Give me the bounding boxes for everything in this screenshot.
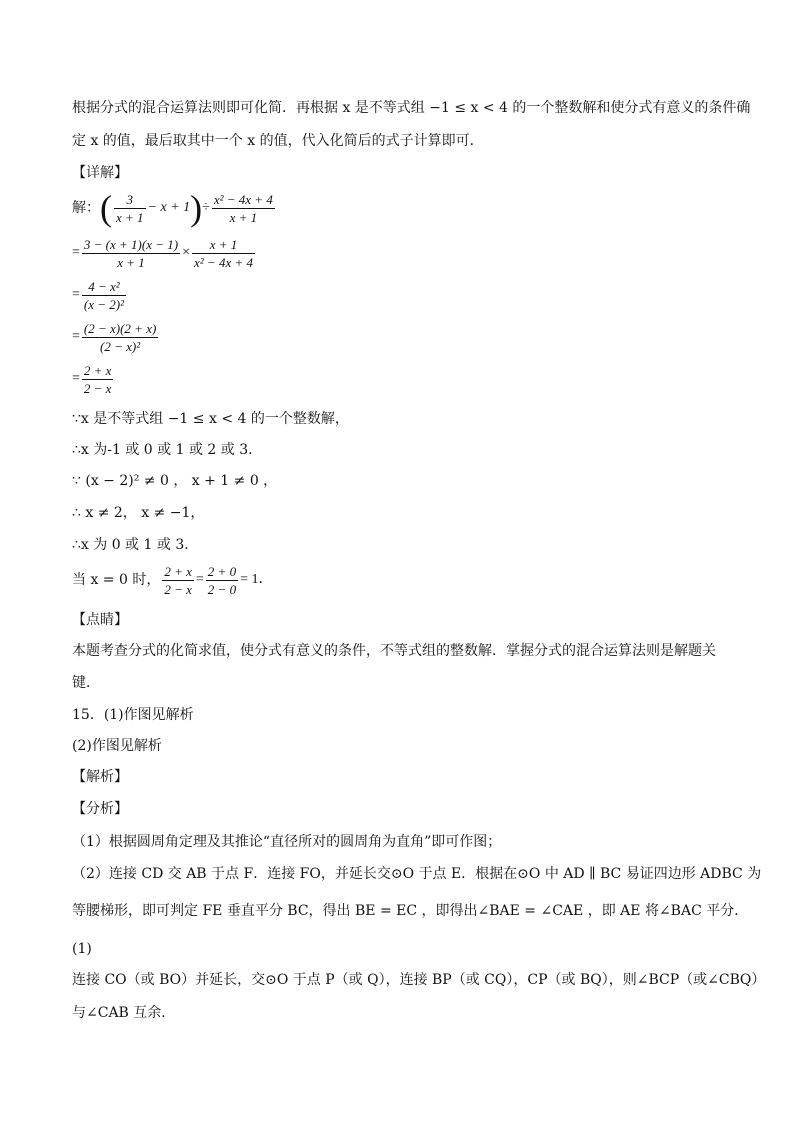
numerator: 4 − x² [82, 278, 126, 296]
comment-heading: 【点睛】 [72, 612, 128, 628]
solution-step-0 [72, 190, 277, 226]
analysis-line-1: 根据分式的混合运算法则即可化简．再根据 x 是不等式组 −1 ≤ x < 4 的一个整数解和使分式有意义的条件确 [72, 100, 751, 116]
q15-sub-1-label: (1) [72, 941, 92, 957]
q15-sub-1-line-2: 与∠CAB 互余． [72, 1005, 176, 1021]
detail-heading: 【详解】 [72, 165, 128, 181]
q15-answer-2: (2)作图见解析 [72, 738, 162, 754]
fraction [82, 362, 114, 397]
fraction [82, 320, 158, 355]
denominator: x + 1 [117, 255, 145, 270]
q15-answer-1: 15．(1)作图见解析 [72, 707, 194, 723]
q15-analysis-heading: 【解析】 [72, 769, 128, 785]
solution-step-1 [72, 236, 257, 271]
reasoning-line-4: ∴ x ≠ 2， x ≠ −1， [72, 505, 205, 521]
analysis-line-2: 定 x 的值，最后取其中一个 x 的值，代入化简后的式子计算即可． [72, 133, 484, 149]
q15-analysis-p3: 等腰梯形，即可判定 FE 垂直平分 BC，得出 BE = EC ，即得出∠BAE = ∠CAE ，即 AE 将∠BAC 平分． [72, 903, 749, 919]
denominator: 2 − x [164, 582, 192, 597]
equals-sign: = [72, 245, 80, 261]
fraction [82, 236, 180, 271]
evaluation-prefix: 当 x = 0 时， [72, 572, 161, 589]
left-paren: ( [100, 188, 112, 228]
numerator: 3 − (x + 1)(x − 1) [83, 237, 179, 252]
equals-sign: = [195, 572, 204, 588]
fraction [212, 191, 275, 226]
numerator: 2 + x [164, 564, 192, 579]
comment-line-2: 键． [72, 675, 100, 691]
denominator: x + 1 [229, 209, 258, 225]
solution-step-3 [72, 320, 160, 355]
numerator: x + 1 [192, 236, 255, 254]
numerator: (2 − x)(2 + x) [83, 321, 157, 336]
solution-step-4 [72, 362, 115, 397]
q15-analysis-p1: （1）根据圆周角定理及其推论“直径所对的圆周角为直角”即可作图； [72, 834, 502, 850]
numerator: x² − 4x + 4 [213, 191, 273, 207]
expression-term: − x + 1 [147, 199, 191, 215]
fraction [192, 236, 255, 271]
q15-sub-1-line-1: 连接 CO（或 BO）并延长，交⊙O 于点 P（或 Q），连接 BP（或 CQ），CP（或 BQ），则∠BCP（或∠CBQ） [72, 972, 766, 988]
denominator: (2 − x)² [100, 339, 141, 354]
denominator: (x − 2)² [83, 297, 125, 312]
reasoning-line-6 [72, 563, 272, 598]
numerator: 2 + x [83, 363, 112, 378]
right-paren: ) [190, 188, 203, 228]
comment-line-1: 本题考查分式的化简求值，使分式有意义的条件，不等式组的整数解．掌握分式的混合运算法则是解题关 [72, 643, 716, 659]
reasoning-line-5: ∴x 为 0 或 1 或 3． [72, 537, 199, 553]
equals-sign: = [72, 371, 80, 387]
reasoning-line-1: ∵x 是不等式组 −1 ≤ x < 4 的一个整数解， [72, 411, 349, 427]
reasoning-line-3: ∵ (x − 2)² ≠ 0 ， x + 1 ≠ 0 ， [72, 473, 278, 489]
reasoning-line-2: ∴x 为-1 或 0 或 1 或 2 或 3． [72, 442, 263, 458]
q15-analysis-p2: （2）连接 CD 交 AB 于点 F．连接 FO，并延长交⊙O 于点 E．根据在⊙O 中 AD ∥ BC 易证四边形 ADBC 为 [72, 866, 762, 882]
fraction [206, 563, 238, 598]
denominator: x + 1 [116, 209, 144, 225]
evaluation-result: = 1． [240, 572, 273, 588]
equals-sign: = [72, 287, 80, 303]
q15-fenxi-heading: 【分析】 [72, 801, 128, 817]
equals-sign: = [72, 329, 80, 345]
numerator: 2 + 0 [207, 564, 237, 579]
fraction [114, 191, 146, 226]
division-sign: ÷ [202, 199, 210, 215]
fraction [162, 563, 194, 598]
solution-step-2 [72, 278, 128, 313]
fraction [82, 278, 126, 313]
solution-prefix: 解： [72, 199, 100, 216]
denominator: 2 − 0 [207, 582, 237, 597]
times-sign: × [182, 245, 190, 261]
numerator: 3 [114, 191, 146, 209]
denominator: 2 − x [83, 381, 112, 396]
denominator: x² − 4x + 4 [194, 255, 253, 270]
